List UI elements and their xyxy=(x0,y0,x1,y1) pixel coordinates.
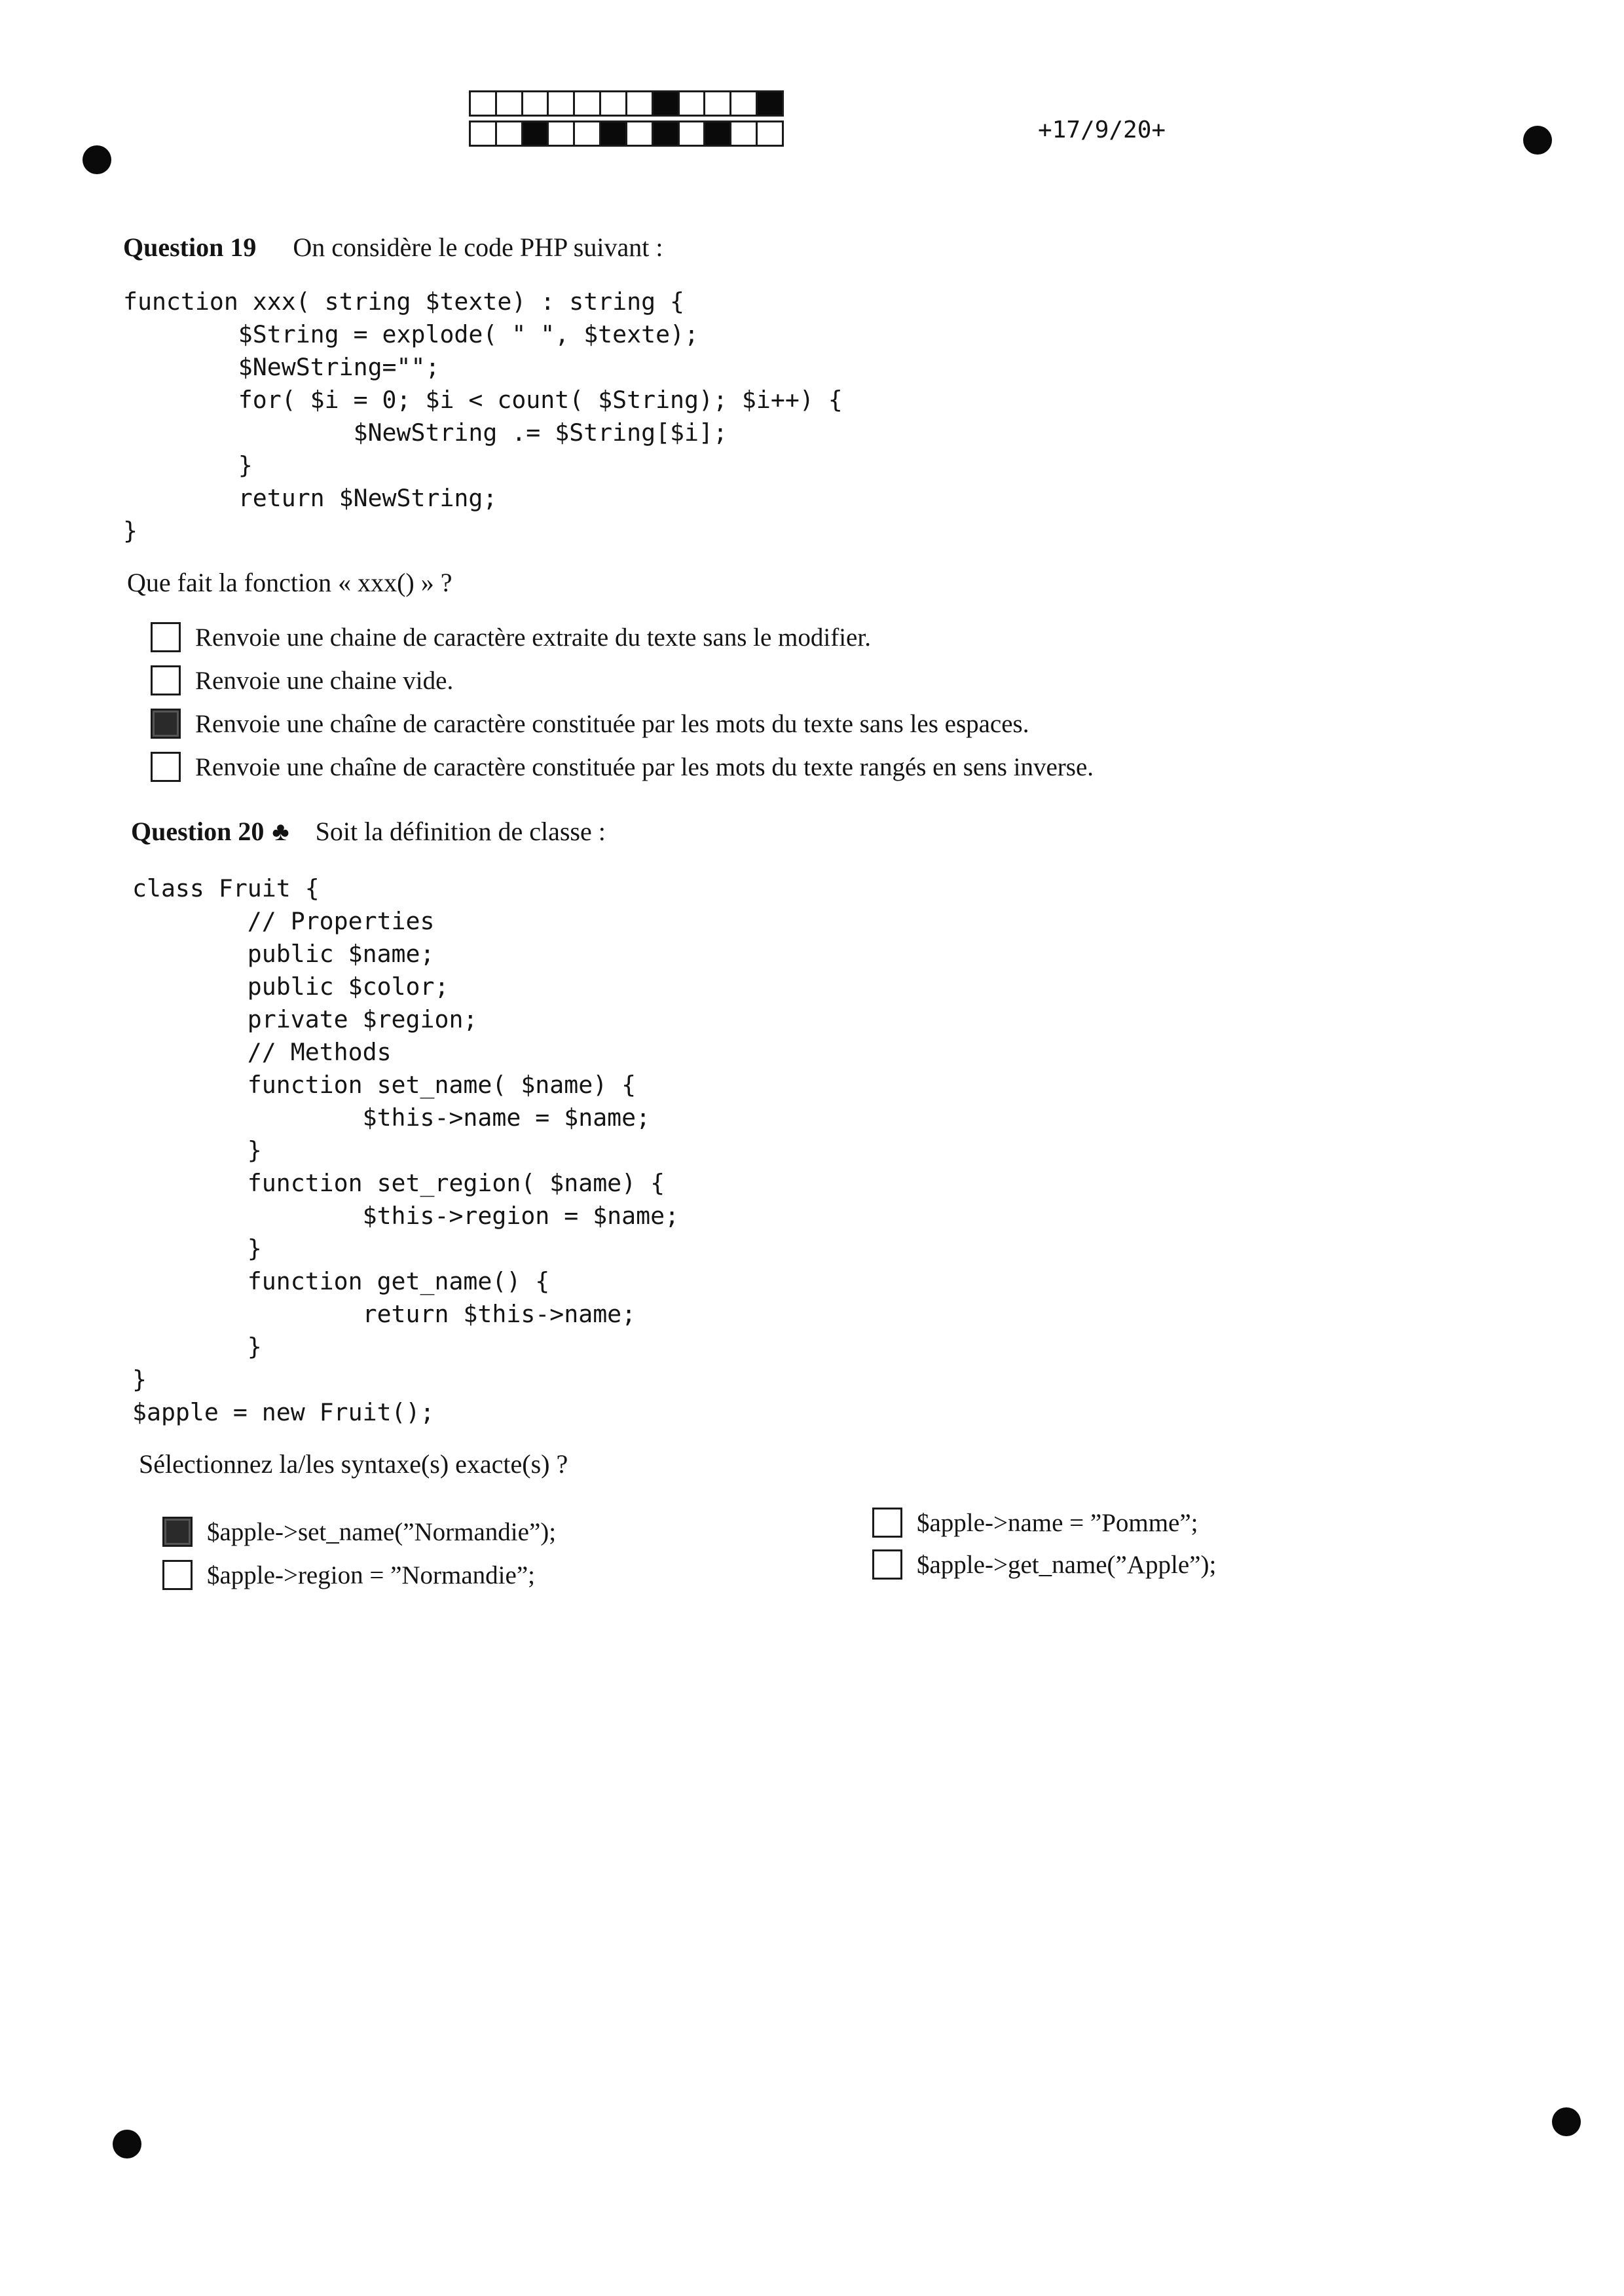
question-20-code-line: class Fruit { xyxy=(132,874,320,902)
id-grid-cell xyxy=(573,120,601,147)
id-grid-cell xyxy=(469,90,497,117)
option-label: Renvoie une chaîne de caractère constituée par les mots du texte rangés en sens inverse. xyxy=(195,752,1094,781)
question-19-option-1[interactable] xyxy=(151,622,871,652)
id-grid-cell xyxy=(521,120,549,147)
id-grid-cell xyxy=(469,120,497,147)
answer-checkbox[interactable] xyxy=(872,1549,902,1580)
id-grid-row-2 xyxy=(469,120,782,147)
registration-mark-bottom-right xyxy=(1552,2107,1581,2136)
id-grid-cell xyxy=(625,90,654,117)
question-20-code-line: // Methods xyxy=(132,1038,392,1066)
question-20-prompt: Sélectionnez la/les syntaxe(s) exacte(s) ? xyxy=(139,1449,568,1479)
option-label: Renvoie une chaine vide. xyxy=(195,666,454,695)
registration-mark-bottom-left xyxy=(113,2130,141,2158)
question-20-code-line: $apple = new Fruit(); xyxy=(132,1398,435,1426)
id-grid-cell xyxy=(678,120,706,147)
question-20-option-4[interactable] xyxy=(872,1549,1216,1580)
question-19-code-line: $NewString=""; xyxy=(123,353,440,381)
question-19-header xyxy=(123,232,663,263)
answer-checkbox[interactable] xyxy=(151,665,181,695)
answer-checkbox[interactable] xyxy=(872,1508,902,1538)
option-label: Renvoie une chaine de caractère extraite du texte sans le modifier. xyxy=(195,623,871,652)
id-grid-cell xyxy=(625,120,654,147)
question-20-code-line: $this->name = $name; xyxy=(132,1103,651,1132)
id-grid-cell xyxy=(729,120,758,147)
id-grid-cell xyxy=(547,120,575,147)
id-grid-cell xyxy=(521,90,549,117)
id-grid-cell xyxy=(547,90,575,117)
option-label: $apple->set_name(”Normandie”); xyxy=(207,1517,557,1546)
id-grid-cell xyxy=(703,90,731,117)
question-20-code-line: function set_region( $name) { xyxy=(132,1169,665,1197)
registration-mark-top-right xyxy=(1523,126,1552,155)
question-19-code-line: for( $i = 0; $i < count( $String); $i++) { xyxy=(123,386,843,414)
id-grid-cell xyxy=(756,120,784,147)
question-20-option-2[interactable] xyxy=(162,1560,535,1590)
question-20-header xyxy=(131,816,606,847)
question-20-option-1[interactable] xyxy=(162,1517,556,1547)
question-19-code-line: } xyxy=(123,517,138,545)
question-20-code-line: public $name; xyxy=(132,940,435,968)
question-20-code-line: function get_name() { xyxy=(132,1267,550,1295)
id-grid-cell xyxy=(729,90,758,117)
question-19-label: Question 19 xyxy=(123,232,257,262)
question-20-text: Soit la définition de classe : xyxy=(315,817,606,846)
id-grid-cell xyxy=(495,90,523,117)
page-id: +17/9/20+ xyxy=(1038,117,1166,143)
registration-mark-top-left xyxy=(83,145,111,174)
option-label: $apple->name = ”Pomme”; xyxy=(917,1508,1198,1537)
question-19-code-line: } xyxy=(123,451,253,479)
question-19-option-2[interactable] xyxy=(151,665,453,695)
question-19-code-line: $NewString .= $String[$i]; xyxy=(123,418,728,447)
question-20-code-line: public $color; xyxy=(132,972,449,1001)
question-20-code-line: } xyxy=(132,1136,262,1164)
id-grid-cell xyxy=(703,120,731,147)
option-label: $apple->region = ”Normandie”; xyxy=(207,1561,535,1589)
question-20-code-line: return $this->name; xyxy=(132,1300,637,1328)
question-20-code-line: } xyxy=(132,1333,262,1361)
id-grid-cell xyxy=(652,90,680,117)
question-19-option-4[interactable] xyxy=(151,752,1094,782)
question-20-label: Question 20 xyxy=(131,817,265,846)
question-20-option-3[interactable] xyxy=(872,1508,1198,1538)
answer-checkbox[interactable] xyxy=(151,752,181,782)
question-19-code xyxy=(123,286,843,547)
question-19-prompt: Que fait la fonction « xxx() » ? xyxy=(127,568,452,597)
question-19-code-line: $String = explode( " ", $texte); xyxy=(123,320,699,348)
question-20-code-line: } xyxy=(132,1234,262,1263)
question-20-code-line: function set_name( $name) { xyxy=(132,1071,637,1099)
option-label: Renvoie une chaîne de caractère constituée par les mots du texte sans les espaces. xyxy=(195,709,1029,738)
id-grid-cell xyxy=(599,120,627,147)
question-20-code-line: // Properties xyxy=(132,907,435,935)
club-icon: ♣ xyxy=(272,817,289,846)
question-19-code-line: return $NewString; xyxy=(123,484,498,512)
question-20-code-line: private $region; xyxy=(132,1005,478,1033)
answer-checkbox[interactable] xyxy=(162,1560,193,1590)
question-20-code xyxy=(132,872,679,1429)
question-19-code-line: function xxx( string $texte) : string { xyxy=(123,287,685,316)
id-grid-cell xyxy=(756,90,784,117)
question-19-option-3[interactable] xyxy=(151,709,1029,739)
id-grid-cell xyxy=(573,90,601,117)
id-grid-cell xyxy=(678,90,706,117)
id-grid-cell xyxy=(652,120,680,147)
answer-checkbox-checked[interactable] xyxy=(162,1517,193,1547)
question-20-code-line: $this->region = $name; xyxy=(132,1202,680,1230)
question-20-code-line: } xyxy=(132,1365,147,1394)
question-19-text: On considère le code PHP suivant : xyxy=(293,232,663,262)
id-grid-cell xyxy=(599,90,627,117)
id-grid-cell xyxy=(495,120,523,147)
answer-checkbox[interactable] xyxy=(151,622,181,652)
answer-checkbox-checked[interactable] xyxy=(151,709,181,739)
option-label: $apple->get_name(”Apple”); xyxy=(917,1550,1217,1579)
id-grid-row-1 xyxy=(469,90,782,117)
